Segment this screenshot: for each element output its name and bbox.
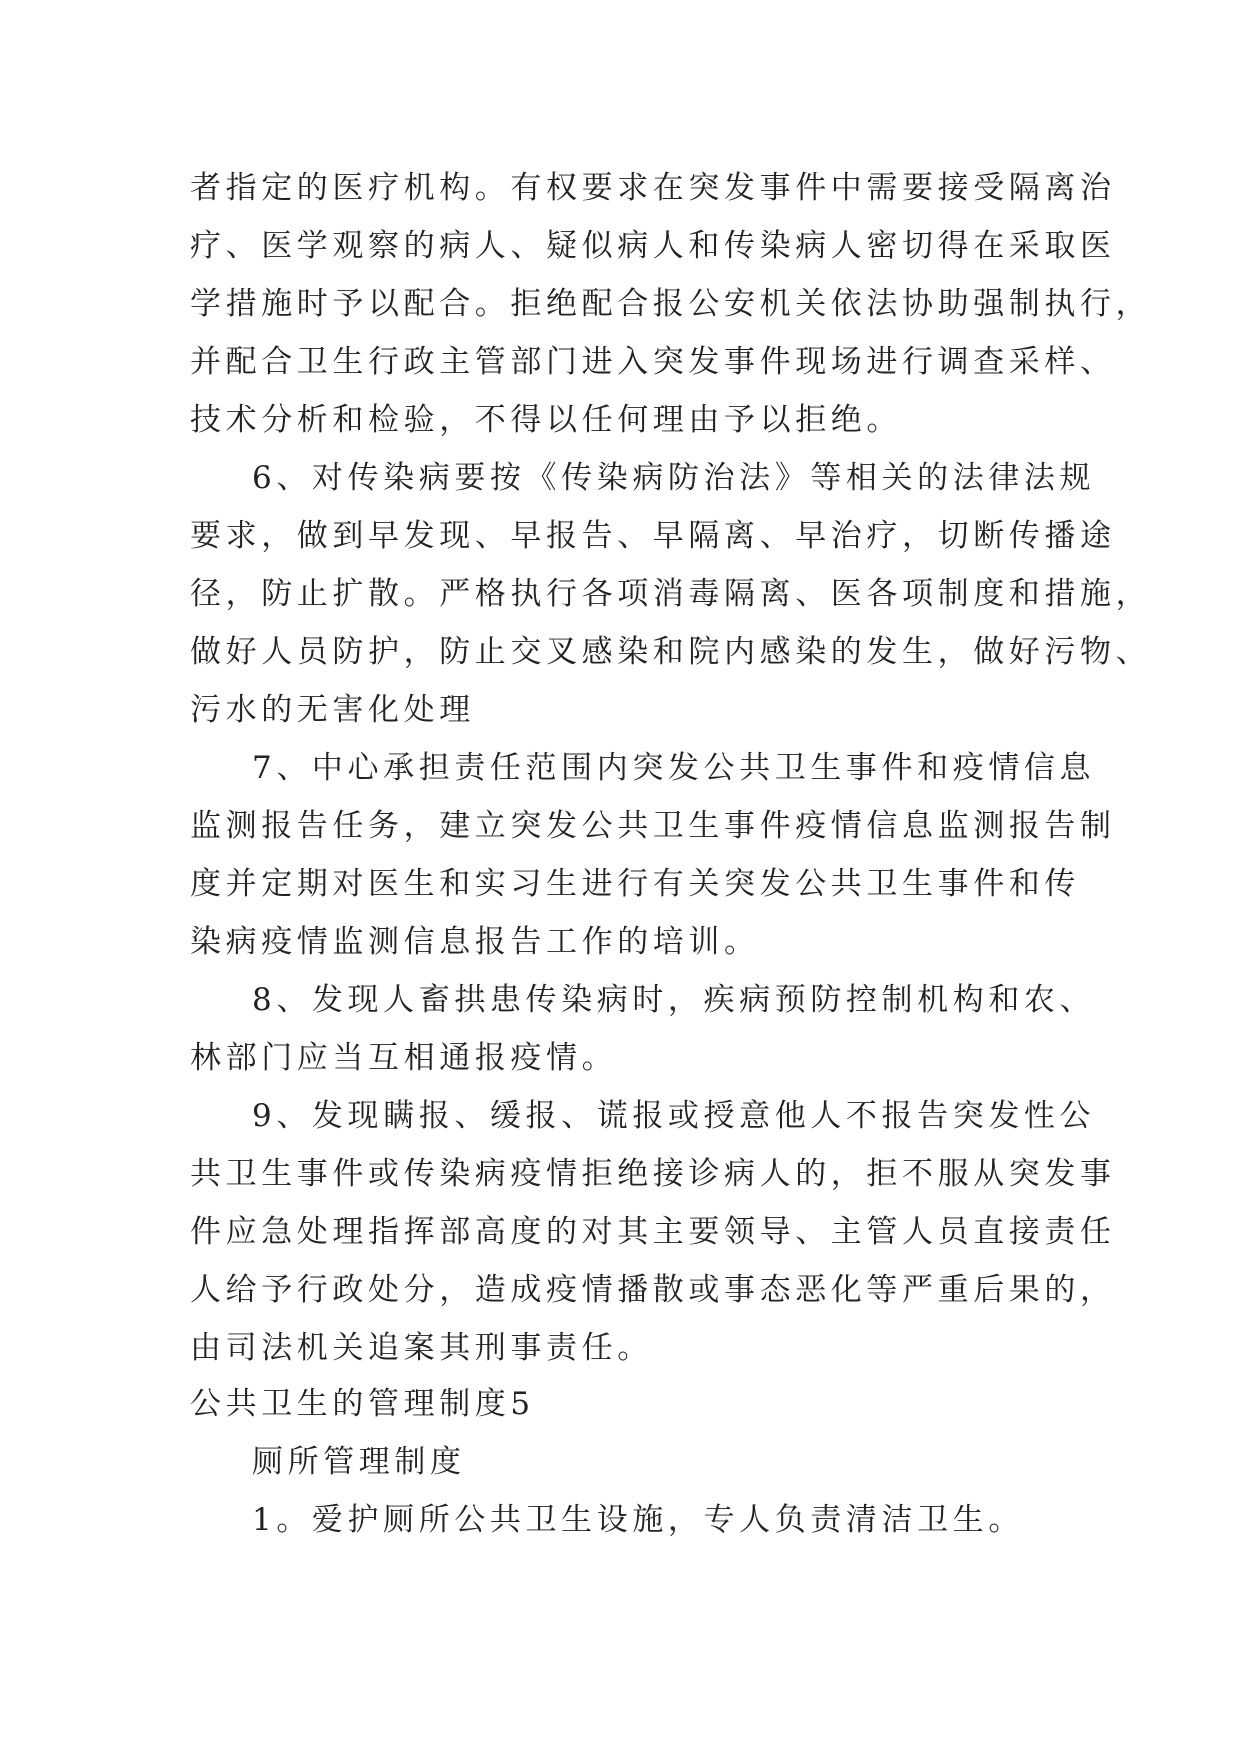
text-line: 染病疫情监测信息报告工作的培训。 bbox=[190, 924, 760, 960]
subsection-heading: 厕所管理制度 bbox=[252, 1444, 466, 1480]
paragraph-start-line: 7、中心承担责任范围内突发公共卫生事件和疫情信息 bbox=[252, 750, 1096, 786]
text-line: 做好人员防护，防止交叉感染和院内感染的发生，做好污物、 bbox=[190, 634, 1152, 670]
text-line: 要求，做到早发现、早报告、早隔离、早治疗，切断传播途 bbox=[190, 518, 1116, 554]
text-line: 并配合卫生行政主管部门进入突发事件现场进行调查采样、 bbox=[190, 344, 1116, 380]
paragraph-start-line: 1。爱护厕所公共卫生设施，专人负责清洁卫生。 bbox=[252, 1502, 1024, 1538]
text-line: 学措施时予以配合。拒绝配合报公安机关依法协助强制执行， bbox=[190, 286, 1152, 322]
text-line: 者指定的医疗机构。有权要求在突发事件中需要接受隔离治 bbox=[190, 170, 1116, 206]
text-line: 度并定期对医生和实习生进行有关突发公共卫生事件和传 bbox=[190, 866, 1080, 902]
text-line: 由司法机关追案其刑事责任。 bbox=[190, 1330, 653, 1366]
paragraph-start-line: 6、对传染病要按《传染病防治法》等相关的法律法规 bbox=[252, 460, 1096, 496]
paragraph-start-line: 9、发现瞒报、缓报、谎报或授意他人不报告突发性公 bbox=[252, 1098, 1096, 1134]
text-line: 共卫生事件或传染病疫情拒绝接诊病人的，拒不服从突发事 bbox=[190, 1156, 1116, 1192]
section-heading: 公共卫生的管理制度5 bbox=[190, 1386, 535, 1422]
text-line: 监测报告任务，建立突发公共卫生事件疫情信息监测报告制 bbox=[190, 808, 1116, 844]
text-line: 疗、医学观察的病人、疑似病人和传染病人密切得在采取医 bbox=[190, 228, 1116, 264]
text-line: 技术分析和检验，不得以任何理由予以拒绝。 bbox=[190, 402, 902, 438]
text-line: 件应急处理指挥部高度的对其主要领导、主管人员直接责任 bbox=[190, 1214, 1116, 1250]
text-line: 污水的无害化处理 bbox=[190, 692, 475, 728]
text-line: 林部门应当互相通报疫情。 bbox=[190, 1040, 618, 1076]
paragraph-start-line: 8、发现人畜拱患传染病时，疾病预防控制机构和农、 bbox=[252, 982, 1096, 1018]
text-line: 人给予行政处分，造成疫情播散或事态恶化等严重后果的， bbox=[190, 1272, 1116, 1308]
text-line: 径，防止扩散。严格执行各项消毒隔离、医各项制度和措施， bbox=[190, 576, 1152, 612]
